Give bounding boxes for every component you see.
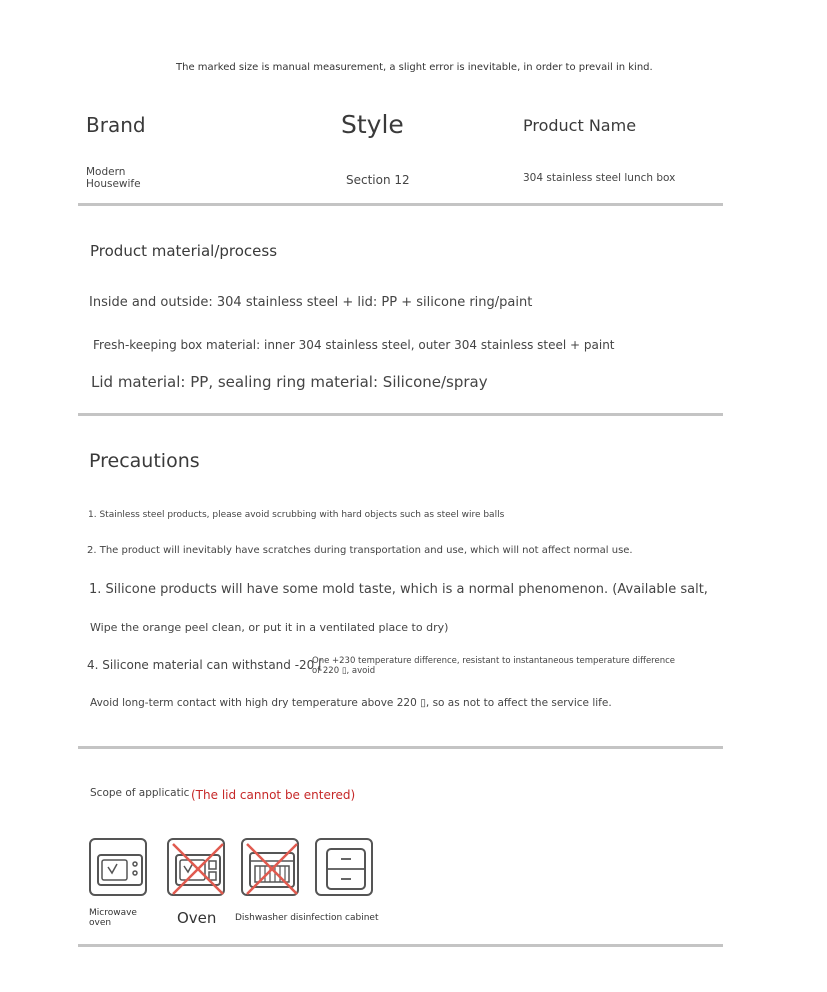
temperature-note bbox=[312, 656, 675, 676]
precaution-line-4: Wipe the orange peel clean, or put it in a ventilated place to dry) bbox=[90, 621, 449, 634]
microwave-icon bbox=[89, 838, 147, 896]
value-product-name: 304 stainless steel lunch box bbox=[523, 172, 676, 184]
precautions-title: Precautions bbox=[89, 450, 200, 472]
precaution-line-1: 1. Stainless steel products, please avoid scrubbing with hard objects such as steel wire balls bbox=[88, 510, 505, 520]
oven-icon bbox=[167, 838, 225, 896]
material-title: Product material/process bbox=[90, 242, 278, 260]
scope-note: (The lid cannot be entered) bbox=[191, 788, 356, 802]
measurement-note: The marked size is manual measurement, a slight error is inevitable, in order to prevail in kind. bbox=[176, 62, 653, 73]
precaution-line-5: 4. Silicone material can withstand -20 [ bbox=[87, 658, 323, 672]
precaution-line-6: Avoid long-term contact with high dry temperature above 220 ▯, so as not to affect the service life. bbox=[90, 697, 612, 709]
divider bbox=[78, 203, 723, 206]
temperature-note-line2: of 220 ▯, avoid bbox=[312, 666, 376, 676]
value-style: Section 12 bbox=[346, 173, 410, 187]
precaution-line-2: 2. The product will inevitably have scratches during transportation and use, which will not affect normal use. bbox=[87, 545, 633, 556]
value-brand-line1: Modern bbox=[86, 166, 126, 178]
divider bbox=[78, 944, 723, 947]
microwave-label bbox=[89, 908, 137, 928]
divider bbox=[78, 746, 723, 749]
disinfection-cabinet-icon bbox=[315, 838, 373, 896]
header-brand: Brand bbox=[86, 113, 146, 137]
material-line-3: Lid material: PP, sealing ring material: Silicone/spray bbox=[91, 373, 488, 391]
dishwasher-icon bbox=[241, 838, 299, 896]
value-brand-line2: Housewife bbox=[86, 178, 141, 190]
oven-label: Oven bbox=[177, 909, 217, 927]
header-style: Style bbox=[341, 110, 404, 139]
dishwasher-label: Dishwasher disinfection cabinet bbox=[235, 913, 379, 923]
divider bbox=[78, 413, 723, 416]
microwave-label-line2: oven bbox=[89, 918, 112, 928]
microwave-label-line1: Microwave bbox=[89, 908, 137, 918]
material-line-2: Fresh-keeping box material: inner 304 stainless steel, outer 304 stainless steel + paint bbox=[93, 338, 615, 352]
precaution-line-3: 1. Silicone products will have some mold taste, which is a normal phenomenon. (Available salt, bbox=[89, 582, 708, 597]
header-product-name: Product Name bbox=[523, 116, 637, 135]
temperature-note-line1: One +230 temperature difference, resistant to instantaneous temperature difference bbox=[312, 656, 675, 666]
material-line-1: Inside and outside: 304 stainless steel + lid: PP + silicone ring/paint bbox=[89, 295, 533, 310]
scope-label: Scope of applicatic bbox=[90, 787, 190, 799]
value-brand bbox=[86, 166, 141, 190]
